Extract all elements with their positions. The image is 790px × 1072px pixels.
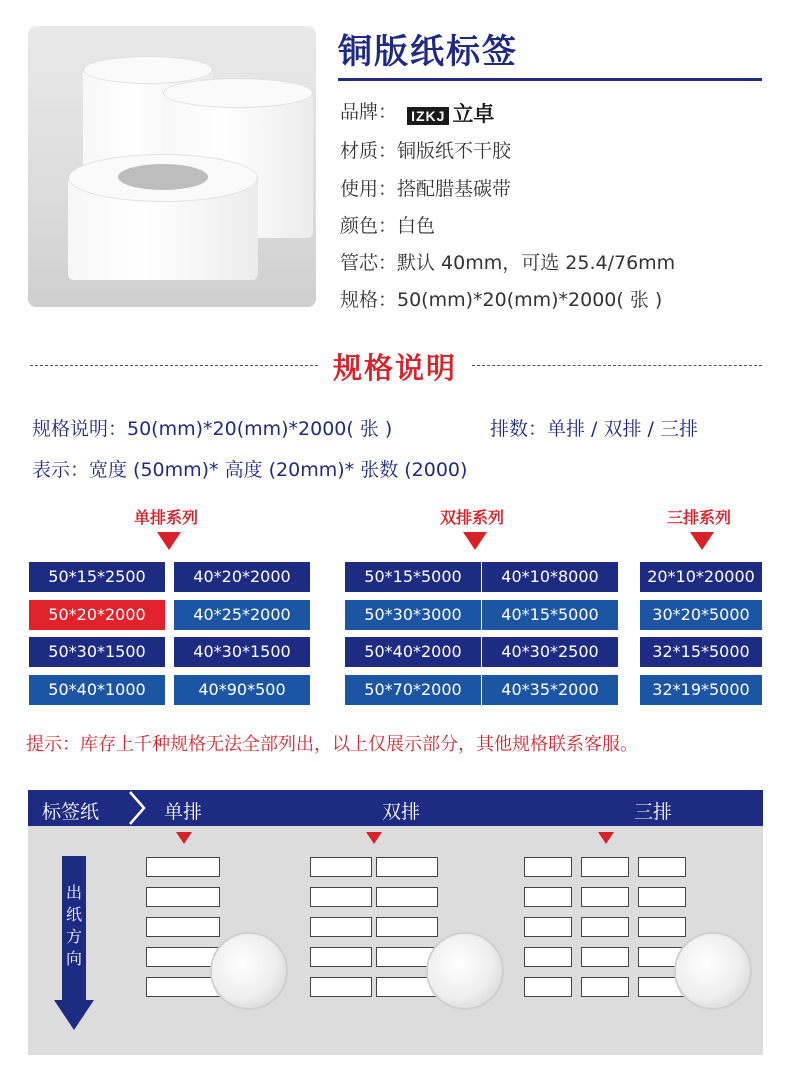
section-title: 规格说明 (332, 351, 457, 385)
label-box (524, 977, 572, 997)
spec-chip: 40*25*2000 (174, 600, 310, 630)
label-box (146, 977, 220, 997)
label-box (146, 947, 220, 967)
label-box (581, 917, 629, 937)
label-box (310, 857, 372, 877)
spec-row: 规格：50(mm)*20(mm)*2000( 张 ) (340, 289, 663, 311)
spec-chip: 32*19*5000 (640, 675, 762, 705)
spec-chip: 50*40*2000 (345, 637, 481, 667)
spec-chip: 40*30*1500 (174, 637, 310, 667)
spec-chip: 40*30*2500 (482, 637, 618, 667)
spec-chip: 32*15*5000 (640, 637, 762, 667)
label-box (524, 857, 572, 877)
triple-sample-image (674, 932, 752, 1010)
single-row-label: 单排 (164, 801, 203, 823)
product-photo (28, 26, 316, 307)
spec-chip: 50*15*2500 (29, 562, 165, 592)
label-box (146, 857, 220, 877)
label-box (310, 947, 372, 967)
chevron-right-icon (124, 790, 154, 826)
spec-chip: 50*40*1000 (29, 675, 165, 705)
label-box (524, 887, 572, 907)
color-row: 颜色：白色 (340, 215, 436, 237)
spec-chip: 50*30*1500 (29, 637, 165, 667)
label-box (310, 887, 372, 907)
spec-explain: 规格说明：50(mm)*20(mm)*2000( 张 ) (32, 418, 393, 440)
double-row-label: 双排 (382, 801, 421, 823)
double-pointer-icon (366, 832, 382, 844)
label-box (581, 887, 629, 907)
brand-logo-mark: IZKJ (407, 107, 449, 125)
brand-row (340, 97, 494, 128)
label-box (310, 977, 372, 997)
spec-chip: 40*90*500 (174, 675, 310, 705)
label-box (376, 917, 438, 937)
label-box (146, 917, 220, 937)
usage-row: 使用：搭配腊基碳带 (340, 178, 512, 200)
label-box (638, 917, 686, 937)
double-series-title: 双排系列 (440, 508, 505, 527)
label-box (524, 947, 572, 967)
spec-chip: 50*70*2000 (345, 675, 481, 705)
single-sample-image (210, 932, 288, 1010)
label-box (638, 887, 686, 907)
label-box (146, 887, 220, 907)
spec-chip: 30*20*5000 (640, 600, 762, 630)
single-series-title: 单排系列 (134, 508, 199, 527)
triple-series-title: 三排系列 (667, 508, 732, 527)
label-box (310, 917, 372, 937)
label-box (581, 947, 629, 967)
label-box (581, 977, 629, 997)
spec-meaning: 表示：宽度 (50mm)* 高度 (20mm)* 张数 (2000) (32, 459, 468, 481)
single-pointer-icon (176, 832, 192, 844)
brand-name: 立卓 (452, 101, 495, 126)
double-series-arrow (463, 532, 487, 550)
diagram-header (28, 790, 763, 826)
core-row: 管芯：默认 40mm，可选 25.4/76mm (340, 252, 676, 274)
label-box (638, 857, 686, 877)
label-layout-diagram (28, 790, 763, 1055)
spec-chip: 50*30*3000 (345, 600, 481, 630)
spec-chip: 40*10*8000 (482, 562, 618, 592)
title-underline (338, 78, 762, 81)
double-sample-image (426, 932, 504, 1010)
single-series-arrow (157, 532, 181, 550)
rows-explain: 排数：单排 / 双排 / 三排 (490, 418, 698, 440)
triple-pointer-icon (598, 832, 614, 844)
page-title: 铜版纸标签 (338, 32, 518, 72)
arrow-down-icon (54, 1000, 94, 1030)
spec-chip: 20*10*20000 (640, 562, 762, 592)
paper-direction-label: 出纸方向 (65, 883, 82, 968)
triple-row-label: 三排 (634, 801, 673, 823)
label-box (376, 887, 438, 907)
brand-label: 品牌： (340, 101, 398, 123)
stock-tip: 提示：库存上千种规格无法全部列出，以上仅展示部分，其他规格联系客服。 (26, 734, 638, 755)
label-box (581, 857, 629, 877)
spec-chip: 40*15*5000 (482, 600, 618, 630)
spec-chip-highlight: 50*20*2000 (29, 600, 165, 630)
spec-chip: 50*15*5000 (345, 562, 481, 592)
diagram-header-label: 标签纸 (42, 801, 100, 823)
brand-logo (407, 98, 494, 128)
spec-chip: 40*20*2000 (174, 562, 310, 592)
triple-series-arrow (690, 532, 714, 550)
material-row: 材质：铜版纸不干胶 (340, 140, 512, 162)
label-box (524, 917, 572, 937)
spec-chip: 40*35*2000 (482, 675, 618, 705)
label-box (376, 857, 438, 877)
